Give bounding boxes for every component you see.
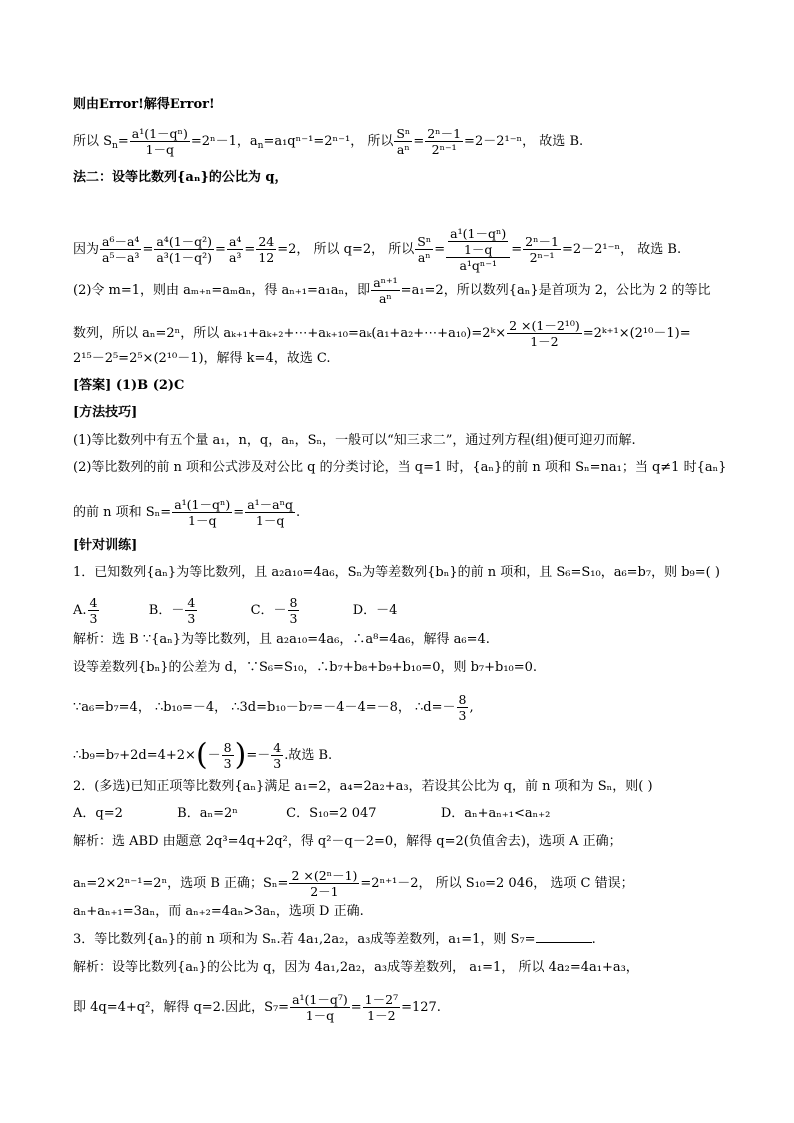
option-c: C．S₁₀=2 047: [286, 806, 377, 821]
line-1: 则由Error!解得Error!: [73, 97, 215, 112]
text: ,: [469, 700, 474, 715]
question-2-options: [73, 806, 550, 822]
practice-heading: [针对训练]: [73, 538, 138, 553]
fraction: $\frac{\text{a¹－aⁿq}}{1-q}$: [247, 497, 294, 528]
solution-1-line-4: ∴b₉=b₇+2d=4+2×(－ $\frac{8}{3}$ )=－ $\frac{4}{3}$ .故选 B.: [73, 737, 333, 773]
compound-fraction: $\frac{\frac{\text{a¹(1－qⁿ)}}{1-q}}{\text{a¹qⁿ⁻¹}}$: [446, 226, 510, 273]
option-b: B．aₙ=2ⁿ: [177, 806, 238, 821]
question-3: [73, 932, 596, 948]
question-1-options: [73, 595, 397, 626]
fraction: $\frac{\text{1－2⁷}}{1-2}$: [364, 992, 399, 1023]
text: =2， 所以 q=2， 所以: [277, 242, 415, 257]
fraction: $\frac{\text{2 ×(1－2¹⁰)}}{1-2}$: [509, 318, 580, 349]
text: (2)令 m=1，则由 aₘ₊ₙ=aₘaₙ，得 aₙ₊₁=a₁aₙ，即: [73, 283, 371, 298]
fraction: $\frac{\text{a⁶－a⁴}}{\text{a⁵－a³}}$: [102, 234, 140, 265]
fraction: $\frac{8}{3}$: [458, 692, 467, 723]
method-heading: [方法技巧]: [73, 405, 138, 420]
text: ∵a₆=b₇=4， ∴b₁₀=－4， ∴3d=b₁₀－b₇=－4－4=－8， ∴d=－: [73, 700, 456, 715]
option-a: A. $\frac{4}{3}$: [73, 595, 98, 626]
text: =－: [246, 748, 271, 763]
option-b: B．－ $\frac{4}{3}$: [148, 595, 196, 626]
text: 的前 n 项和 Sₙ=: [73, 505, 172, 520]
fraction: $\frac{\text{a⁴}}{\text{a³}}$: [228, 234, 242, 265]
option-d: D．－4: [352, 603, 398, 618]
fraction: $\frac{\text{aⁿ⁺¹}}{\text{aⁿ}}$: [373, 275, 398, 306]
line-11: (2)等比数列的前 n 项和公式涉及对公比 q 的分类讨论，当 q=1 时，{aₙ}的前 n 项和 Sₙ=na₁；当 q≠1 时{aₙ}: [73, 460, 727, 475]
text: .: [296, 505, 301, 520]
text: 数列，所以 aₙ=2ⁿ，所以 aₖ₊₁+aₖ₊₂+⋯+aₖ₊₁₀=aₖ(a₁+a₂+⋯+a₁₀)=2ᵏ×: [73, 326, 507, 341]
text: =2ⁿ－1，a: [190, 134, 258, 149]
fraction: $\frac{4}{3}$: [273, 740, 282, 771]
fraction: $\frac{\text{Sⁿ}}{\text{aⁿ}}$: [396, 126, 411, 157]
fraction: $\frac{24}{12}$: [258, 234, 275, 265]
answer-blank: [536, 932, 592, 943]
answer-line: [答案] (1)B (2)C: [73, 378, 185, 393]
line-6: [73, 318, 691, 349]
text: aₙ=2×2ⁿ⁻¹=2ⁿ，选项 B 正确；Sₙ=: [73, 876, 289, 891]
line-2: 所以 $S_n=$ $\frac{\text{a¹(1－qⁿ)}}{1-q}$ =2ⁿ－1，$a_n=a_1q^{n-1}=2^{n-1}$， 所以 $\frac{\text{Sⁿ}}{\text{aⁿ}}$ = $\frac{\text{2ⁿ－1}}{\text{2ⁿ⁻¹}}$ =2－2¹⁻ⁿ， 故选 B.: [73, 126, 584, 157]
fraction: $\frac{\text{2ⁿ－1}}{\text{2ⁿ⁻¹}}$: [525, 234, 559, 265]
solution-2-line-1: 解析：选 ABD 由题意 2q³=4q+2q²，得 q²－q－2=0，解得 q=2(负值舍去)，选项 A 正确；: [73, 834, 622, 849]
solution-1-line-3: [73, 692, 474, 723]
fraction: $\frac{\text{a⁴(1－q²)}}{\text{a³(1－q²)}}$: [156, 234, 213, 265]
text: =2ᵏ⁺¹×(2¹⁰－1)=: [582, 326, 691, 341]
text: =a₁qⁿ⁻¹=2ⁿ⁻¹， 所以: [263, 134, 394, 149]
fraction: $\frac{\text{a¹(1－qⁿ)}}{1-q}$: [131, 126, 188, 157]
text: .: [591, 932, 596, 947]
solution-1-line-1: 解析：选 B ∵{aₙ}为等比数列，且 a₂a₁₀=4a₆，∴a⁸=4a₆，解得 a₆=4.: [73, 632, 490, 647]
text: 因为: [73, 242, 100, 257]
solution-2-line-2: [73, 868, 634, 899]
solution-1-line-2: 设等差数列{bₙ}的公差为 d，∵S₆=S₁₀，∴b₇+b₈+b₉+b₁₀=0，则 b₇+b₁₀=0.: [73, 660, 538, 675]
text: 即 4q=4+q²，解得 q=2.因此，S₇=: [73, 1000, 290, 1015]
question-2: 2．(多选)已知正项等比数列{aₙ}满足 a₁=2，a₄=2a₂+a₃，若设其公比为 q，前 n 项和为 Sₙ，则( ): [73, 779, 653, 794]
fraction: $\frac{\text{a¹(1－q⁷)}}{1-q}$: [292, 992, 348, 1023]
line-12: [73, 497, 300, 528]
line-10: (1)等比数列中有五个量 a₁，n，q，aₙ，Sₙ，一般可以“知三求二”，通过列方程(组)便可迎刃而解.: [73, 433, 636, 448]
solution-2-line-3: aₙ+aₙ₊₁=3aₙ，而 aₙ₊₂=4aₙ>3aₙ，选项 D 正确.: [73, 904, 364, 919]
text: =2ⁿ⁺¹－2， 所以 S₁₀=2 046， 选项 C 错误；: [360, 876, 634, 891]
line-4: 因为 $\frac{\text{a⁶－a⁴}}{\text{a⁵－a³}}$ = $\frac{\text{a⁴(1－q²)}}{\text{a³(1－q²)}}$ = $\frac{\text{a⁴}}{\text{a³}}$ = $\frac{24}{12}$ =2， 所以 q=2， 所以 $\frac{\text{Sⁿ}}{\text{aⁿ}}$ = $\frac{\frac{\text{a¹(1－qⁿ)}}{1-q}}{\text{a¹qⁿ⁻¹}}$ = $\frac{\text{2ⁿ－1}}{\text{2ⁿ⁻¹}}$ =2－2¹⁻ⁿ， 故选 B.: [73, 226, 682, 273]
fraction: $\frac{\text{Sⁿ}}{\text{aⁿ}}$: [417, 234, 432, 265]
fraction: $\frac{8}{3}$: [223, 740, 232, 771]
option-c: C．－ $\frac{8}{3}$: [250, 595, 298, 626]
line-7: 2¹⁵－2⁵=2⁵×(2¹⁰－1)，解得 k=4，故选 C.: [73, 351, 331, 366]
fraction: $\frac{\text{2ⁿ－1}}{\text{2ⁿ⁻¹}}$: [427, 126, 462, 157]
text: =a₁=2，所以数列{aₙ}是首项为 2，公比为 2 的等比: [400, 283, 711, 298]
text: =: [233, 505, 245, 520]
text: ∴b₉=b₇+2d=4+2×: [73, 748, 196, 763]
text: =: [350, 1000, 362, 1015]
solution-3-line-1: 解析：设等比数列{aₙ}的公比为 q，因为 4a₁,2a₂，a₃成等差数列， a₁=1， 所以 4a₂=4a₁+a₃，: [73, 960, 639, 975]
text: －: [207, 748, 221, 763]
solution-3-line-2: [73, 992, 441, 1023]
text: =2－2¹⁻ⁿ， 故选 B.: [562, 242, 682, 257]
text: =127.: [401, 1000, 441, 1015]
line-3: 法二：设等比数列{aₙ}的公比为 q，: [73, 170, 288, 185]
question-1: 1．已知数列{aₙ}为等比数列，且 a₂a₁₀=4a₆，Sₙ为等差数列{bₙ}的前 n 项和，且 S₆=S₁₀，a₆=b₇，则 b₉=( ): [73, 565, 720, 580]
text: 所以 S: [73, 134, 113, 149]
fraction: $\frac{\text{2 ×(2ⁿ－1)}}{2-1}$: [291, 868, 358, 899]
option-a: A．q=2: [73, 806, 123, 821]
text: .故选 B.: [284, 748, 333, 763]
text: 3．等比数列{aₙ}的前 n 项和为 Sₙ.若 4a₁,2a₂，a₃成等差数列，a₁=1，则 S₇=: [73, 932, 536, 947]
fraction: $\frac{\text{a¹(1－qⁿ)}}{1-q}$: [174, 497, 231, 528]
line-5: [73, 275, 711, 306]
option-d: D．aₙ+aₙ₊₁<aₙ₊₂: [440, 806, 551, 821]
text: =2－2¹⁻ⁿ， 故选 B.: [464, 134, 584, 149]
